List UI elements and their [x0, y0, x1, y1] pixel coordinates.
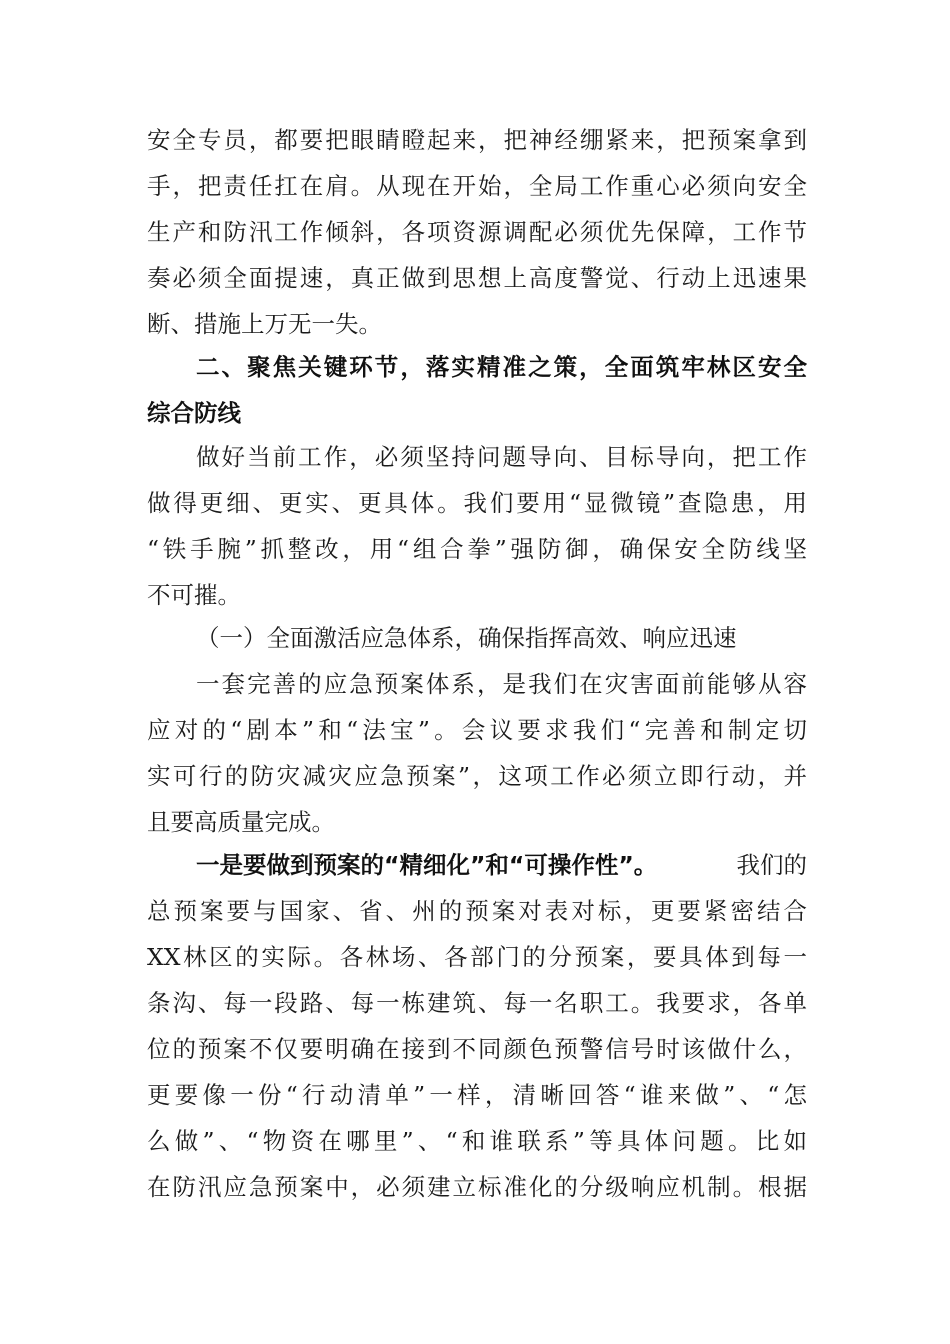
- paragraph-line: 不可摧。: [147, 581, 241, 609]
- paragraph-line: 断、措施上万无一失。: [147, 310, 382, 338]
- subsection-heading: （一）全面激活应急体系，确保指挥高效、响应迅速: [196, 624, 737, 652]
- paragraph-line: 一套完善的应急预案体系，是我们在灾害面前能够从容: [196, 670, 807, 698]
- paragraph-line: 实可行的防灾减灾应急预案”，这项工作必须立即行动，并: [147, 762, 807, 790]
- paragraph-line: 做得更细、更实、更具体。我们要用“显微镜”查隐患，用: [147, 489, 807, 517]
- paragraph-line: “铁手腕”抓整改，用“组合拳”强防御，确保安全防线坚: [147, 535, 807, 563]
- paragraph-lead-line: [196, 842, 807, 888]
- paragraph-line: 么做”、“物资在哪里”、“和谁联系”等具体问题。比如: [147, 1127, 807, 1155]
- paragraph-line: 且要高质量完成。: [147, 808, 335, 836]
- paragraph-line: 安全专员，都要把眼睛瞪起来，把神经绷紧来，把预案拿到: [147, 126, 807, 154]
- paragraph-line: 手，把责任扛在肩。从现在开始，全局工作重心必须向安全: [147, 172, 807, 200]
- lead-rest: 我们的: [736, 851, 807, 879]
- paragraph-line: 生产和防汛工作倾斜，各项资源调配必须优先保障，工作节: [147, 218, 807, 246]
- paragraph-line: 应对的“剧本”和“法宝”。会议要求我们“完善和制定切: [147, 716, 807, 744]
- paragraph-line: 更要像一份“行动清单”一样，清晰回答“谁来做”、“怎: [147, 1081, 807, 1109]
- paragraph-line: 做好当前工作，必须坚持问题导向、目标导向，把工作: [196, 443, 807, 471]
- paragraph-line: 条沟、每一段路、每一栋建筑、每一名职工。我要求，各单: [147, 989, 807, 1017]
- paragraph-line: 总预案要与国家、省、州的预案对表对标，更要紧密结合: [147, 897, 807, 925]
- section-heading: 综合防线: [147, 399, 241, 427]
- paragraph-line: 在防汛应急预案中，必须建立标准化的分级响应机制。根据: [147, 1173, 807, 1201]
- bold-lead: 一是要做到预案的“精细化”和“可操作性”。: [196, 851, 658, 879]
- paragraph-line: XX林区的实际。各林场、各部门的分预案，要具体到每一: [147, 943, 807, 971]
- paragraph-line: 位的预案不仅要明确在接到不同颜色预警信号时该做什么，: [147, 1035, 807, 1063]
- paragraph-line: 奏必须全面提速，真正做到思想上高度警觉、行动上迅速果: [147, 264, 807, 292]
- section-heading: 二、聚焦关键环节，落实精准之策，全面筑牢林区安全: [196, 353, 807, 381]
